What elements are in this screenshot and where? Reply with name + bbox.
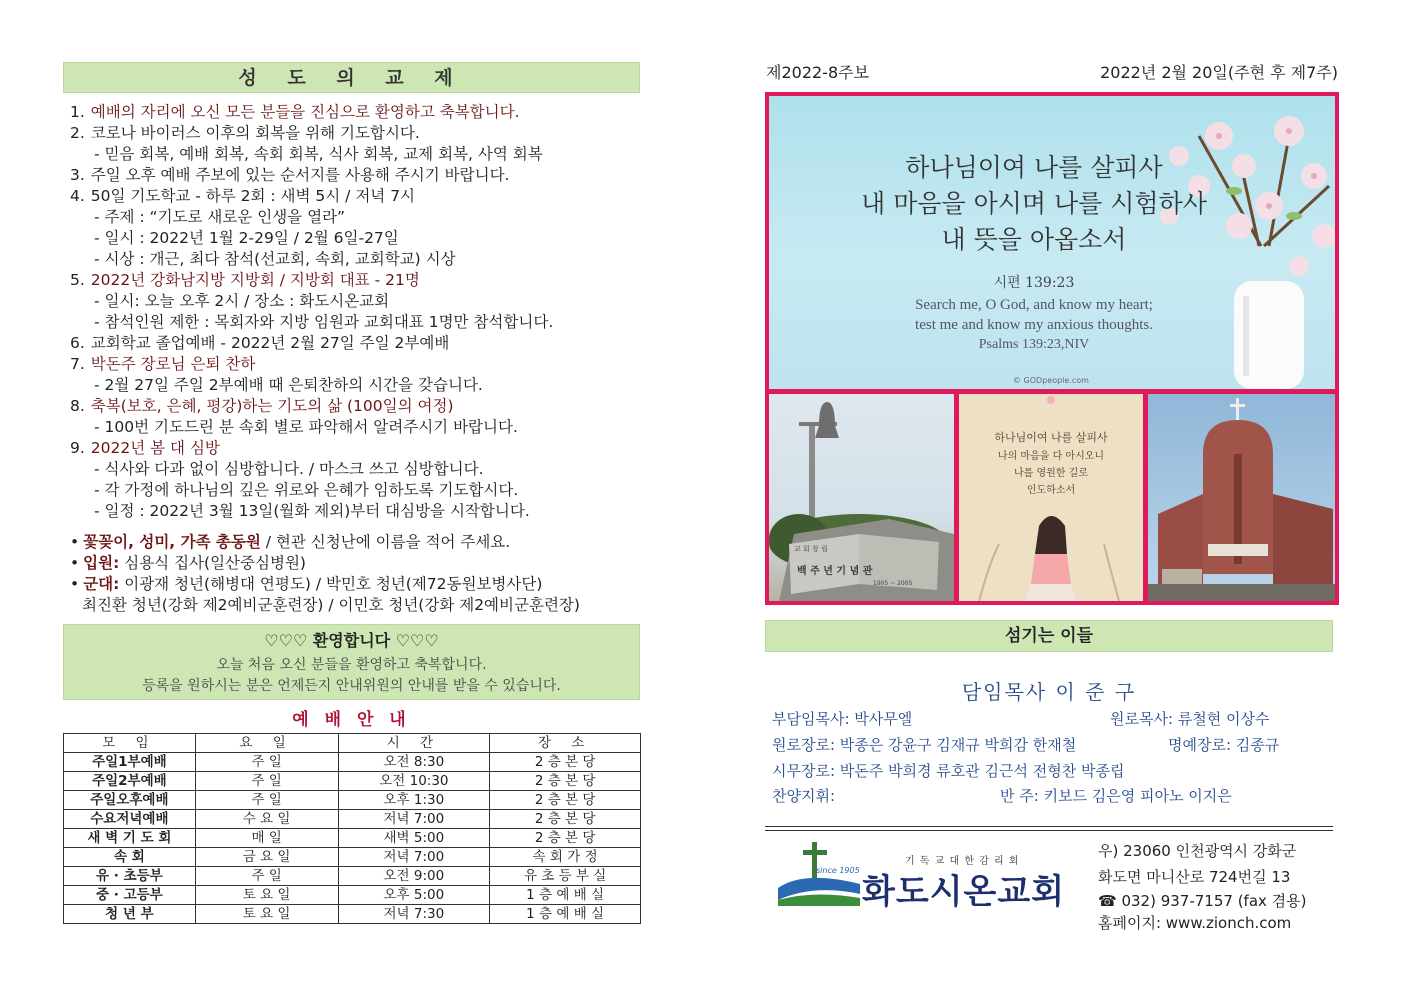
note-text: 이광재 청년(해병대 연평도) / 박민호 청년(제72동원보병사단)	[119, 575, 543, 593]
schedule-cell: 새 벽 기 도 회	[64, 829, 196, 848]
schedule-row	[64, 772, 641, 791]
item-text: 박돈주 장로님 은퇴 찬하	[90, 355, 256, 373]
item-number: 6.	[70, 334, 85, 352]
schedule-cell: 속 회	[64, 848, 196, 867]
woman-illustration	[959, 394, 1143, 601]
note-label: 군대:	[83, 575, 120, 593]
schedule-cell: 유 · 초등부	[64, 867, 196, 886]
schedule-cell: 오전 10:30	[338, 772, 490, 791]
photo-collage	[765, 92, 1339, 605]
schedule-header-cell: 장 소	[490, 734, 641, 753]
schedule-cell: 중 · 고등부	[64, 886, 196, 905]
item-text: 축복(보호, 은혜, 평강)하는 기도의 삶 (100일의 여정)	[90, 397, 454, 415]
item-text: 2022년 강화남지방 지방회 / 지방회 대표 - 21명	[90, 271, 420, 289]
schedule-row	[64, 791, 641, 810]
verse-reference: 시편 139:23	[993, 275, 1075, 291]
announcement-item	[66, 291, 646, 312]
announcement-item	[66, 417, 646, 438]
schedule-header-cell: 시 간	[338, 734, 490, 753]
servers-header	[765, 620, 1333, 652]
item-text: - 100번 기도드린 분 속회 별로 파악해서 알려주시기 바랍니다.	[94, 418, 518, 436]
prayer-card-image	[959, 394, 1143, 601]
schedule-cell: 오후 1:30	[338, 791, 490, 810]
item-number: 1.	[70, 103, 85, 121]
schedule-cell: 오전 9:00	[338, 867, 490, 886]
schedule-cell: 수 요 일	[195, 810, 338, 829]
announcement-item	[66, 333, 646, 354]
verse-english-line-2: test me and know my anxious thoughts.	[915, 317, 1153, 333]
item-number: 5.	[70, 271, 85, 289]
note-item	[70, 553, 650, 574]
item-number: 7.	[70, 355, 85, 373]
item-text: - 각 가정에 하나님의 깊은 위로와 은혜가 임하도록 기도합시다.	[94, 481, 519, 499]
church-address-2: 화도면 마니산로 724번길 13	[1098, 868, 1291, 886]
schedule-row	[64, 867, 641, 886]
schedule-row	[64, 905, 641, 924]
schedule-row	[64, 829, 641, 848]
announcement-list	[66, 102, 646, 522]
announcement-item	[66, 480, 646, 501]
schedule-cell: 주일오후예배	[64, 791, 196, 810]
item-number: 4.	[70, 187, 85, 205]
note-item	[70, 574, 650, 595]
item-text: 50일 기도학교 - 하루 2회 : 새벽 5시 / 저녁 7시	[90, 187, 416, 205]
item-number: 9.	[70, 439, 85, 457]
church-since: since 1905	[816, 866, 860, 875]
church-building-illustration	[1148, 394, 1335, 601]
announcement-item	[66, 501, 646, 522]
schedule-cell: 주 일	[195, 791, 338, 810]
image-credit: © GODpeople.com	[1013, 376, 1089, 385]
announcement-item	[66, 186, 646, 207]
note-label: 꽃꽂이, 성미, 가족 총동원	[83, 533, 261, 551]
schedule-cell: 청 년 부	[64, 905, 196, 924]
item-text: - 믿음 회복, 예배 회복, 속회 회복, 식사 회복, 교제 회복, 사역 회복	[94, 145, 543, 163]
worship-schedule-table	[63, 733, 641, 924]
welcome-box	[63, 624, 640, 700]
schedule-cell: 2 층 본 당	[490, 810, 641, 829]
bullet-icon: •	[70, 575, 80, 593]
welcome-line-2: 등록을 원하시는 분은 언제든지 안내위원의 안내를 받을 수 있습니다.	[142, 678, 561, 694]
fellowship-title: 성 도 의 교 제	[238, 67, 465, 89]
note-item	[70, 595, 650, 616]
card-line-1: 하나님이여 나를 살피사	[994, 431, 1108, 444]
verse-korean-line-1: 하나님이여 나를 살피사	[905, 153, 1163, 182]
announcement-item	[66, 165, 646, 186]
announcement-item	[66, 102, 646, 123]
fellowship-header	[63, 62, 640, 93]
note-text: 심용식 집사(일산중심병원)	[119, 554, 306, 572]
notes-list	[70, 532, 650, 616]
card-line-3: 나를 영원한 길로	[1014, 468, 1088, 479]
schedule-cell: 속 회 가 정	[490, 848, 641, 867]
item-text: - 일정 : 2022년 3월 13일(월화 제외)부터 대심방을 시작합니다.	[94, 502, 530, 520]
senior-pastor: 담임목사 이 준 구	[961, 680, 1137, 704]
schedule-cell: 수요저녁예배	[64, 810, 196, 829]
welcome-title: ♡♡♡ 환영합니다 ♡♡♡	[264, 631, 439, 650]
footer-divider	[765, 826, 1333, 831]
schedule-header-cell: 요 일	[195, 734, 338, 753]
announcement-item	[66, 207, 646, 228]
emeritus-pastors: 원로목사: 류철현 이상수	[1110, 710, 1270, 728]
schedule-cell: 2 층 본 당	[490, 772, 641, 791]
schedule-cell: 토 요 일	[195, 886, 338, 905]
choir-director-label: 찬양지휘:	[772, 787, 836, 805]
phone-icon: ☎	[1098, 892, 1117, 910]
item-number: 2.	[70, 124, 85, 142]
welcome-line-1: 오늘 처음 오신 분들을 환영하고 축복합니다.	[216, 657, 487, 673]
bullet-icon: •	[70, 533, 80, 551]
worship-title: 예 배 안 내	[292, 710, 411, 730]
church-denomination: 기 독 교 대 한 감 리 회	[905, 856, 1020, 867]
bulletin-number: 제2022-8주보	[766, 63, 870, 82]
church-phone	[1098, 890, 1307, 911]
item-text: - 주제 : “기도로 새로운 인생을 열라”	[94, 208, 346, 226]
verse-korean-line-3: 내 뜻을 아옵소서	[941, 225, 1127, 254]
verse-banner-image	[769, 96, 1335, 389]
monument-small-text: 교 회 창 립	[794, 545, 828, 553]
note-label: 입원:	[83, 554, 120, 572]
schedule-row	[64, 753, 641, 772]
schedule-cell: 매 일	[195, 829, 338, 848]
announcement-item	[66, 228, 646, 249]
item-number: 8.	[70, 397, 85, 415]
schedule-row	[64, 848, 641, 867]
associate-pastor: 부담임목사: 박사무엘	[772, 710, 913, 728]
monument-title-text: 백 주 년 기 념 관	[797, 566, 873, 577]
announcement-item	[66, 249, 646, 270]
item-number: 3.	[70, 166, 85, 184]
phone-number[interactable]: 032) 937-7157 (fax 겸용)	[1121, 892, 1307, 910]
accompanists: 반 주: 키보드 김은영 피아노 이지은	[1000, 787, 1232, 805]
bullet-icon: •	[70, 554, 80, 572]
schedule-cell: 2 층 본 당	[490, 829, 641, 848]
schedule-row	[64, 810, 641, 829]
item-text: 주일 오후 예배 주보에 있는 순서지를 사용해 주시기 바랍니다.	[90, 166, 510, 184]
item-text: 2022년 봄 대 심방	[90, 439, 220, 457]
schedule-cell: 저녁 7:00	[338, 848, 490, 867]
bell-monument-photo	[769, 394, 954, 601]
schedule-cell: 오후 5:00	[338, 886, 490, 905]
item-text: 예배의 자리에 오신 모든 분들을 진심으로 환영하고 축복합니다.	[90, 103, 520, 121]
verse-english-reference: Psalms 139:23,NIV	[978, 337, 1090, 352]
note-text: / 현관 신청난에 이름을 적어 주세요.	[260, 533, 511, 551]
note-item	[70, 532, 650, 553]
card-line-4: 인도하소서	[1026, 485, 1076, 496]
schedule-row	[64, 886, 641, 905]
schedule-cell: 유 초 등 부 실	[490, 867, 641, 886]
item-text: - 참석인원 제한 : 목회자와 지방 임원과 교회대표 1명만 참석합니다.	[94, 313, 554, 331]
item-text: - 식사와 다과 없이 심방합니다. / 마스크 쓰고 심방합니다.	[94, 460, 484, 478]
schedule-cell: 2 층 본 당	[490, 791, 641, 810]
announcement-item	[66, 144, 646, 165]
schedule-cell: 주 일	[195, 867, 338, 886]
honorary-elders: 명예장로: 김종규	[1168, 736, 1280, 754]
announcement-item	[66, 123, 646, 144]
schedule-cell: 토 요 일	[195, 905, 338, 924]
schedule-cell: 주일1부예배	[64, 753, 196, 772]
schedule-cell: 2 층 본 당	[490, 753, 641, 772]
item-text: - 일시 : 2022년 1월 2-29일 / 2월 6일-27일	[94, 229, 399, 247]
schedule-cell: 1 층 예 배 실	[490, 905, 641, 924]
schedule-cell: 주 일	[195, 772, 338, 791]
schedule-cell: 1 층 예 배 실	[490, 886, 641, 905]
bulletin-date: 2022년 2월 20일(주현 후 제7주)	[1100, 63, 1338, 82]
schedule-cell: 저녁 7:00	[338, 810, 490, 829]
card-line-2: 나의 마음을 다 아시오니	[997, 451, 1105, 462]
schedule-cell: 주 일	[195, 753, 338, 772]
church-name: 화도시온교회	[862, 872, 1066, 912]
announcement-item	[66, 354, 646, 375]
announcement-item	[66, 312, 646, 333]
item-text: - 2월 27일 주일 2부예배 때 은퇴찬하의 시간을 갖습니다.	[94, 376, 483, 394]
emeritus-elders: 원로장로: 박종은 강윤구 김재규 박희감 한재철	[772, 736, 1077, 754]
church-website[interactable]: 홈페이지: www.zionch.com	[1098, 914, 1292, 932]
item-text: - 일시: 오늘 오후 2시 / 장소 : 화도시온교회	[94, 292, 390, 310]
announcement-item	[66, 438, 646, 459]
announcement-item	[66, 396, 646, 417]
item-text: 코로나 바이러스 이후의 회복을 위해 기도합시다.	[90, 124, 420, 142]
schedule-cell: 오전 8:30	[338, 753, 490, 772]
note-text: 최진환 청년(강화 제2예비군훈련장) / 이민호 청년(강화 제2예비군훈련장)	[82, 596, 580, 614]
servers-title: 섬기는 이들	[1004, 626, 1094, 646]
monument-years-text: 1905 ~ 2005	[873, 580, 913, 587]
verse-korean-line-2: 내 마음을 아시며 나를 시험하사	[861, 189, 1207, 218]
schedule-cell: 주일2부예배	[64, 772, 196, 791]
schedule-cell: 금 요 일	[195, 848, 338, 867]
church-address-1: 우) 23060 인천광역시 강화군	[1098, 842, 1297, 860]
item-text: 교회학교 졸업예배 - 2022년 2월 27일 주일 2부예배	[90, 334, 450, 352]
active-elders: 시무장로: 박돈주 박희경 류호관 김근석 전형찬 박종립	[772, 762, 1125, 780]
item-text: - 시상 : 개근, 최다 참석(선교회, 속회, 교회학교) 시상	[94, 250, 456, 268]
schedule-cell: 새벽 5:00	[338, 829, 490, 848]
announcement-item	[66, 375, 646, 396]
verse-english-line-1: Search me, O God, and know my heart;	[915, 297, 1153, 313]
announcement-item	[66, 459, 646, 480]
schedule-header-cell: 모 임	[64, 734, 196, 753]
announcement-item	[66, 270, 646, 291]
church-building-photo	[1148, 394, 1335, 601]
schedule-cell: 저녁 7:30	[338, 905, 490, 924]
